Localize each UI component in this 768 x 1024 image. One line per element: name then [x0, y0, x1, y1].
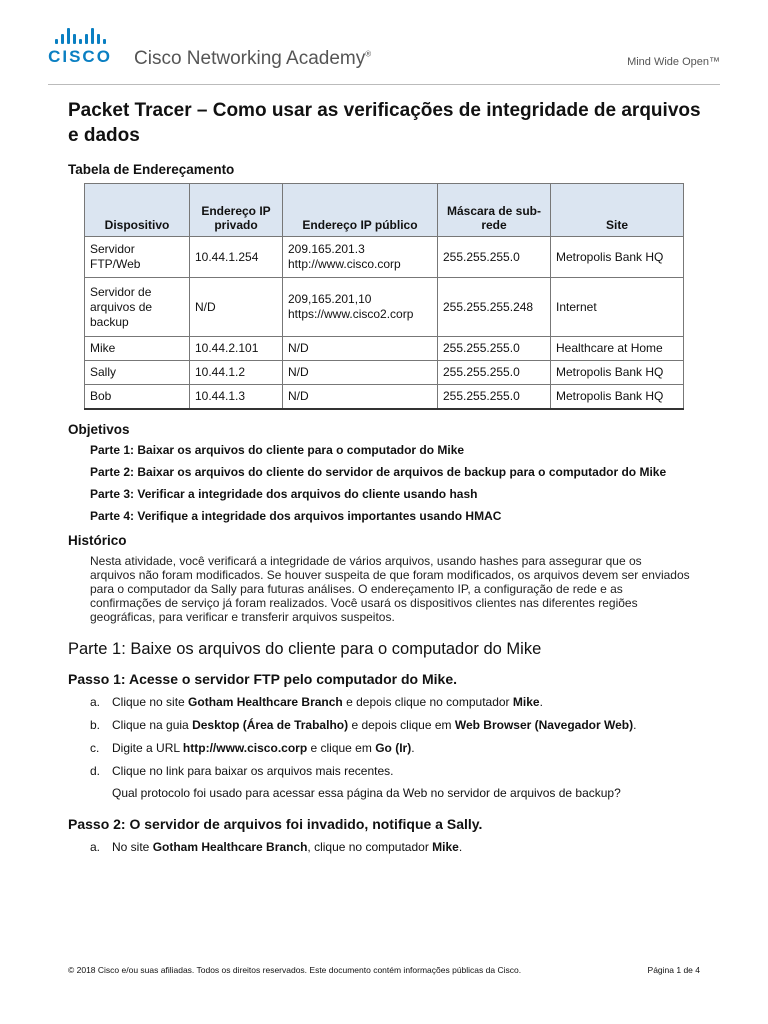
table-header-row	[85, 184, 684, 237]
step2-list	[68, 840, 708, 854]
cell-private-ip: 10.44.1.254	[190, 237, 283, 278]
cell-site: Internet	[551, 278, 684, 337]
cisco-wordmark: CISCO	[48, 47, 112, 66]
table-row	[85, 237, 684, 278]
cell-public-ip: N/D	[283, 385, 438, 410]
cell-site: Metropolis Bank HQ	[551, 385, 684, 410]
cell-subnet-mask: 255.255.255.0	[438, 237, 551, 278]
tagline: Mind Wide Open™	[627, 56, 720, 68]
copyright-notice: © 2018 Cisco e/ou suas afiliadas. Todos os direitos reservados. Este documento contém informações públicas da Cisco.	[68, 965, 522, 975]
objectives-heading: Objetivos	[68, 422, 130, 437]
step2-heading: Passo 2: O servidor de arquivos foi invadido, notifique a Sally.	[68, 816, 483, 832]
academy-name: Cisco Networking Academy®	[134, 48, 372, 69]
col-site: Site	[551, 184, 684, 237]
document-body	[68, 98, 708, 864]
cisco-logo	[44, 28, 116, 68]
cell-private-ip: 10.44.2.101	[190, 337, 283, 361]
table-row	[85, 278, 684, 337]
objective-item: Parte 4: Verifique a integridade dos arquivos importantes usando HMAC	[90, 509, 502, 523]
page-title: Packet Tracer – Como usar as verificações de integridade de arquivos e dados	[68, 100, 701, 146]
cell-public-url: http://www.cisco.corp	[288, 257, 401, 271]
step1-list	[68, 695, 708, 778]
addressing-heading: Tabela de Endereçamento	[68, 162, 235, 177]
objective-item: Parte 3: Verificar a integridade dos arquivos do cliente usando hash	[90, 487, 478, 501]
col-subnet-mask: Máscara de sub-rede	[438, 184, 551, 237]
col-device: Dispositivo	[85, 184, 190, 237]
page-header	[0, 0, 768, 90]
col-public-ip: Endereço IP público	[283, 184, 438, 237]
cell-subnet-mask: 255.255.255.0	[438, 337, 551, 361]
table-row	[85, 385, 684, 410]
list-item: a. No site Gotham Healthcare Branch, clique no computador Mike.	[90, 840, 463, 854]
background-text: Nesta atividade, você verificará a integridade de vários arquivos, usando hashes para assegurar que os arquivos não foram modificados. Se houver suspeita de que foram modificados, os arquivos devem ser enviados para o computador da Sally para futuras análises. O endereçamento IP, a configuração de rede e as confirmações de serviço já foram realizados. Você usará os dispositivos clientes nas diferentes regiões geográficas, para verificar e transferir arquivos suspeitos.	[90, 554, 690, 624]
cell-device: Sally	[85, 361, 190, 385]
table-row	[85, 361, 684, 385]
addressing-table	[84, 183, 684, 410]
col-private-ip: Endereço IP privado	[190, 184, 283, 237]
cell-subnet-mask: 255.255.255.0	[438, 385, 551, 410]
cell-device: Servidor de arquivos de backup	[85, 278, 190, 337]
cell-subnet-mask: 255.255.255.0	[438, 361, 551, 385]
table-row	[85, 337, 684, 361]
cell-private-ip: 10.44.1.2	[190, 361, 283, 385]
cell-public-ip: N/D	[283, 337, 438, 361]
page-number: Página 1 de 4	[647, 965, 700, 975]
cell-device: Servidor FTP/Web	[85, 237, 190, 278]
cell-subnet-mask: 255.255.255.248	[438, 278, 551, 337]
objectives-list	[90, 443, 708, 523]
cell-private-ip: N/D	[190, 278, 283, 337]
cell-public-ip: 209.165.201.3 http://www.cisco.corp	[283, 237, 438, 278]
cell-site: Metropolis Bank HQ	[551, 361, 684, 385]
cell-site: Metropolis Bank HQ	[551, 237, 684, 278]
cell-public-ip: N/D	[283, 361, 438, 385]
list-item: c. Digite a URL http://www.cisco.corp e clique em Go (Ir).	[90, 741, 415, 755]
cell-device: Mike	[85, 337, 190, 361]
part1-heading: Parte 1: Baixe os arquivos do cliente para o computador do Mike	[68, 640, 542, 658]
header-divider	[48, 84, 720, 85]
cell-private-ip: 10.44.1.3	[190, 385, 283, 410]
cell-device: Bob	[85, 385, 190, 410]
objective-item: Parte 1: Baixar os arquivos do cliente para o computador do Mike	[90, 443, 465, 457]
cisco-bars-icon	[44, 28, 116, 44]
list-item: a. Clique no site Gotham Healthcare Branch e depois clique no computador Mike.	[90, 695, 543, 709]
cell-site: Healthcare at Home	[551, 337, 684, 361]
step1-heading: Passo 1: Acesse o servidor FTP pelo computador do Mike.	[68, 671, 457, 687]
cell-public-ip: 209,165.201,10 https://www.cisco2.corp	[283, 278, 438, 337]
page-footer	[68, 965, 700, 975]
list-item: b. Clique na guia Desktop (Área de Trabalho) e depois clique em Web Browser (Navegador Web).	[90, 718, 637, 732]
list-item: d. Clique no link para baixar os arquivos mais recentes.	[90, 764, 394, 778]
cell-public-url: https://www.cisco2.corp	[288, 307, 414, 321]
registered-mark: ®	[365, 49, 372, 59]
background-heading: Histórico	[68, 533, 127, 548]
objective-item: Parte 2: Baixar os arquivos do cliente do servidor de arquivos de backup para o computador do Mike	[90, 465, 667, 479]
step1-question: Qual protocolo foi usado para acessar essa página da Web no servidor de arquivos de backup?	[112, 786, 621, 800]
